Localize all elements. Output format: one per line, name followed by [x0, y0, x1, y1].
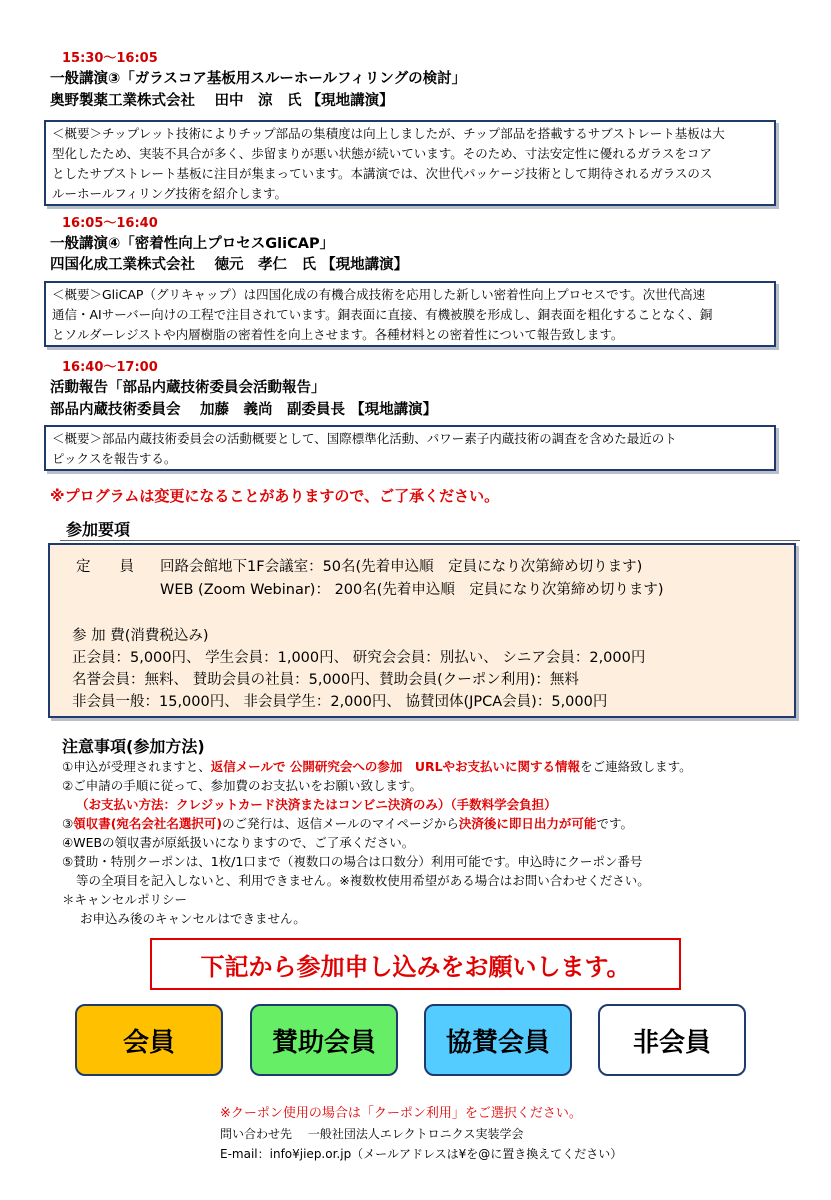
cancel-policy-title: ＊キャンセルポリシー	[62, 892, 188, 907]
summary-line: ルーホールフィリング技術を紹介します。	[52, 186, 288, 201]
capacity-venue: 回路会館地下1F会議室：50名(先着申込順 定員になり次第締め切ります)	[160, 559, 643, 575]
session-time: 16:05〜16:40	[62, 216, 158, 231]
summary-line: ＜概要＞GliCAP（グリキャップ）は四国化成の有機合成技術を応用した新しい密着性向上プロセスです。次世代高速	[52, 287, 706, 302]
contact-line: 問い合わせ先 一般社団法人エレクトロニクス実装学会	[220, 1127, 524, 1141]
member-button[interactable]: 会員	[75, 1004, 223, 1076]
session-speaker: 四国化成工業株式会社 徳元 孝仁 氏 【現地講演】	[50, 257, 409, 273]
session-summary	[44, 120, 776, 206]
note-3	[62, 814, 633, 832]
session-title: 一般講演④「密着性向上プロセスGliCAP」	[50, 236, 335, 252]
summary-line: ピックスを報告する。	[52, 451, 177, 466]
fee-label: 参 加 費(消費税込み)	[72, 628, 209, 644]
note-highlight: 返信メールで 公開研究会への参加 URLやお支払いに関する情報	[210, 759, 581, 774]
section-divider	[60, 540, 800, 541]
summary-line: 通信・AIサーバー向けの工程で注目されています。銅表面に直接、有機被膜を形成し、銅表面を粗化することなく、銅	[52, 307, 713, 322]
summary-line: とソルダーレジストや内層樹脂の密着性を向上させます。各種材料との密着性について報告致します。	[52, 327, 624, 342]
session-speaker: 奥野製薬工業株式会社 田中 涼 氏 【現地講演】	[50, 93, 394, 109]
requirements-box	[48, 543, 796, 718]
coupon-note: ※クーポン使用の場合は「クーポン利用」をご選択ください。	[220, 1106, 582, 1121]
session-title: 活動報告「部品内蔵技術委員会活動報告」	[50, 380, 326, 396]
note-2: ②ご申請の手順に従って、参加費のお支払いをお願い致します。	[62, 778, 422, 793]
note-4: ④WEBの領収書が原紙扱いになりますので、ご了承ください。	[62, 835, 415, 850]
requirements-heading: 参加要項	[66, 520, 131, 539]
contact-email: E-mail：info¥jiep.or.jp（メールアドレスは¥を@に置き換えてください）	[220, 1147, 623, 1161]
cancel-policy-body: お申込み後のキャンセルはできません。	[80, 911, 306, 926]
note-5: ⑤賛助・特別クーポンは、1枚/1口まで（複数口の場合は口数分）利用可能です。申込時にクーポン番号	[62, 854, 643, 869]
note-text: ③	[62, 816, 74, 831]
session-title: 一般講演③「ガラスコア基板用スルーホールフィリングの検討」	[50, 71, 467, 87]
summary-line: ＜概要＞チップレット技術によりチップ部品の集積度は向上しましたが、チップ部品を搭載するサブストレート基板は大	[52, 126, 725, 141]
capacity-web: WEB (Zoom Webinar)： 200名(先着申込順 定員になり次第締め切ります)	[160, 582, 664, 598]
session-summary	[44, 281, 776, 347]
note-highlight: 領収書(宛名会社名選択可)	[73, 816, 223, 831]
session-time: 16:40〜17:00	[62, 360, 158, 375]
note-text: をご連絡致します。	[580, 759, 692, 774]
cosponsor-member-button[interactable]: 協賛会員	[424, 1004, 572, 1076]
fee-line: 非会員一般：15,000円、 非会員学生：2,000円、 協賛団体(JPCA会員)：5,000円	[72, 694, 608, 710]
notes-heading: 注意事項(参加方法)	[62, 737, 205, 756]
sponsor-member-button[interactable]: 賛助会員	[250, 1004, 398, 1076]
fee-line: 名誉会員：無料、 賛助会員の社員：5,000円、賛助会員(クーポン利用)：無料	[72, 672, 579, 688]
program-notice: ※プログラムは変更になることがありますので、ご了承ください。	[50, 487, 500, 505]
note-highlight: 決済後に即日出力が可能	[458, 816, 597, 831]
summary-line: ＜概要＞部品内蔵技術委員会の活動概要として、国際標準化活動、パワー素子内蔵技術の調査を含めた最近のト	[52, 431, 677, 446]
session-time: 15:30〜16:05	[62, 51, 158, 66]
summary-line: としたサブストレート基板に注目が集まっています。本講演では、次世代パッケージ技術として期待されるガラスのス	[52, 166, 713, 181]
note-text: のご発行は、返信メールのマイページから	[222, 816, 459, 831]
nonmember-button[interactable]: 非会員	[598, 1004, 746, 1076]
summary-line: 型化したため、実装不具合が多く、歩留まりが悪い状態が続いています。そのため、寸法安定性に優れるガラスをコア	[52, 146, 712, 161]
session-speaker: 部品内蔵技術委員会 加藤 義尚 副委員長 【現地講演】	[50, 402, 438, 418]
capacity-label: 定 員	[76, 559, 134, 575]
note-text: ①申込が受理されますと、	[62, 759, 211, 774]
fee-line: 正会員：5,000円、 学生会員：1,000円、 研究会会員：別払い、 シニア会員：2,000円	[72, 650, 646, 666]
apply-banner: 下記から参加申し込みをお願いします。	[150, 938, 681, 990]
payment-method-note: （お支払い方法：クレジットカード決済またはコンビニ決済のみ）（手数料学会負担）	[76, 797, 557, 812]
note-5-cont: 等の全項目を記入しないと、利用できません。※複数枚使用希望がある場合はお問い合わせください。	[76, 873, 650, 888]
note-1	[62, 757, 692, 775]
note-text: です。	[596, 816, 633, 831]
session-summary	[44, 425, 776, 471]
